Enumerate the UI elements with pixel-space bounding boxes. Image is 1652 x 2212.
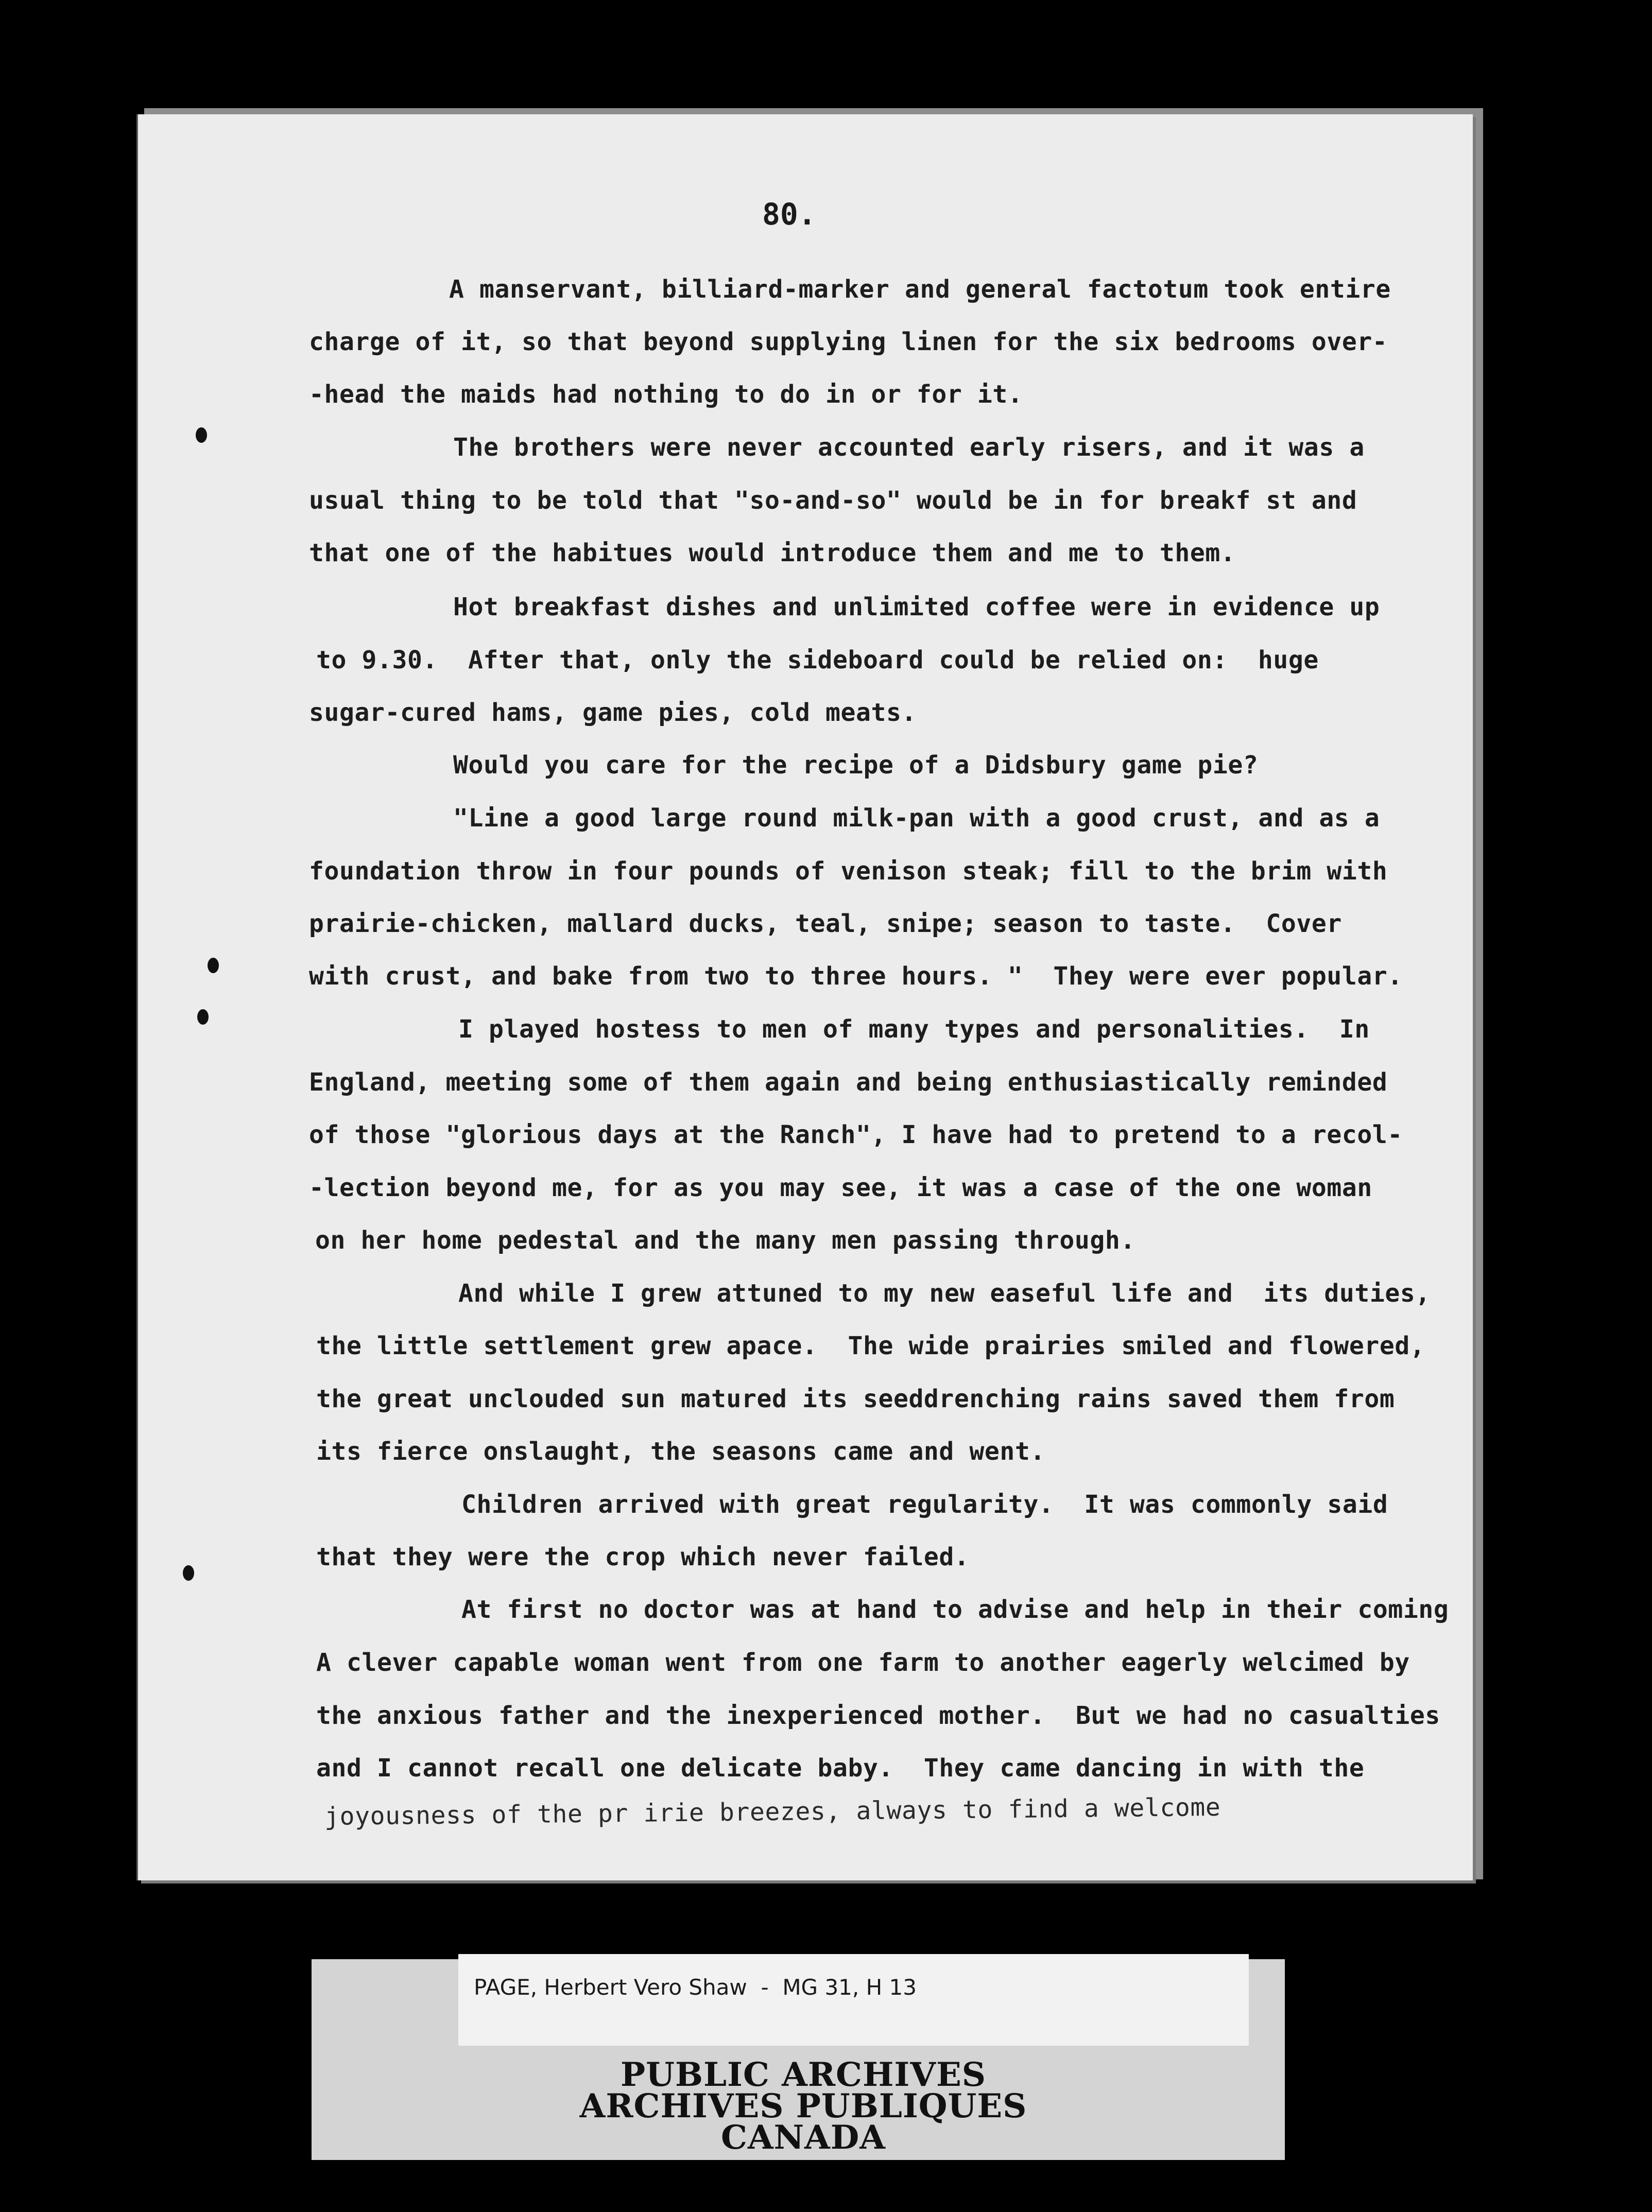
- page-number: 80.: [762, 197, 816, 232]
- text-line: -lection beyond me, for as you may see, it was a case of the one woman: [309, 1173, 1372, 1202]
- text-line: its fierce onslaught, the seasons came and went.: [316, 1437, 1045, 1466]
- text-line: charge of it, so that beyond supplying linen for the six bedrooms over-: [309, 327, 1388, 356]
- text-line: prairie-chicken, mallard ducks, teal, snipe; season to taste. Cover: [309, 909, 1342, 938]
- text-line: The brothers were never accounted early risers, and it was a: [453, 433, 1365, 462]
- text-line: Children arrived with great regularity. It was commonly said: [461, 1490, 1388, 1519]
- text-line: of those "glorious days at the Ranch", I have had to pretend to a recol-: [309, 1120, 1403, 1149]
- punch-hole: [196, 427, 207, 443]
- text-line: And while I grew attuned to my new easeful life and its duties,: [458, 1279, 1431, 1308]
- text-line: I played hostess to men of many types and personalities. In: [458, 1015, 1370, 1044]
- text-line: -head the maids had nothing to do in or for it.: [309, 380, 1023, 409]
- text-line: A manservant, billiard-marker and general factotum took entire: [449, 275, 1391, 304]
- text-line: on her home pedestal and the many men passing through.: [315, 1226, 1135, 1255]
- text-line: Would you care for the recipe of a Didsbury game pie?: [453, 751, 1259, 780]
- stamp-line-english: PUBLIC ARCHIVES: [620, 2055, 987, 2094]
- text-line: England, meeting some of them again and being enthusiastically reminded: [309, 1068, 1388, 1097]
- text-line: the little settlement grew apace. The wide prairies smiled and flowered,: [316, 1332, 1425, 1360]
- archives-stamp: [546, 2055, 1061, 2157]
- text-line: with crust, and bake from two to three hours. " They were ever popular.: [309, 962, 1403, 991]
- punch-hole: [197, 1009, 209, 1025]
- reference-card: [458, 1954, 1249, 2046]
- punch-hole: [183, 1565, 194, 1581]
- punch-hole: [208, 958, 219, 973]
- text-line: Hot breakfast dishes and unlimited coffee were in evidence up: [453, 593, 1380, 621]
- text-line: "Line a good large round milk-pan with a good crust, and as a: [453, 804, 1380, 833]
- text-line: that one of the habitues would introduce them and me to them.: [309, 539, 1236, 567]
- text-line: joyousness of the pr irie breezes, always to find a welcome: [324, 1792, 1221, 1831]
- text-line: foundation throw in four pounds of venison steak; fill to the brim with: [309, 857, 1388, 886]
- text-line: that they were the crop which never failed.: [316, 1543, 970, 1571]
- text-line: usual thing to be told that "so-and-so" would be in for breakf st and: [309, 486, 1357, 515]
- text-line: At first no doctor was at hand to advise and help in their coming: [461, 1595, 1449, 1624]
- text-line: the anxious father and the inexperienced mother. But we had no casualties: [316, 1701, 1440, 1730]
- text-line: and I cannot recall one delicate baby. They came dancing in with the: [316, 1754, 1365, 1783]
- text-line: to 9.30. After that, only the sideboard could be relied on: huge: [316, 646, 1319, 675]
- archive-reference: PAGE, Herbert Vero Shaw - MG 31, H 13: [474, 1975, 917, 2000]
- text-line: the great unclouded sun matured its seeddrenching rains saved them from: [316, 1385, 1395, 1413]
- stamp-line-french: ARCHIVES PUBLIQUES: [579, 2086, 1027, 2125]
- text-line: A clever capable woman went from one farm to another eagerly welcimed by: [316, 1648, 1410, 1677]
- stamp-line-country: CANADA: [721, 2118, 886, 2157]
- text-line: sugar-cured hams, game pies, cold meats.: [309, 698, 917, 727]
